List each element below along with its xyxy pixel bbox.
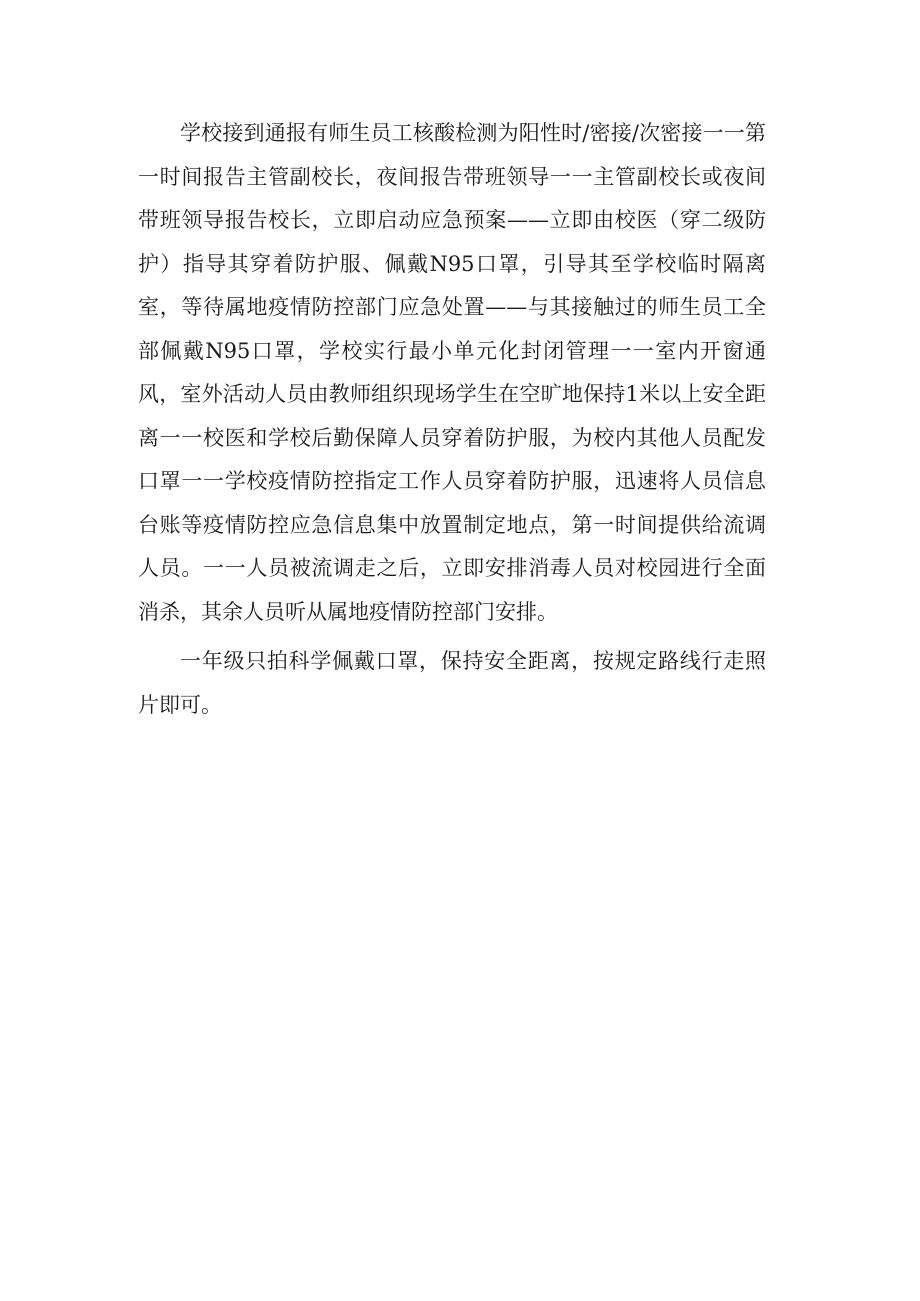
- paragraph-emergency-procedure: 学校接到通报有师生员工核酸检测为阳性时/密接/次密接一一第一时间报告主管副校长，夜间报告带班领导一一主管副校长或夜间带班领导报告校长，立即启动应急预案——立即由校医（穿二级防护）指导其穿着防护服、佩戴N95口罩，引导其至学校临时隔离室，等待属地疫情防控部门应急处置——与其接触过的师生员工全部佩戴N95口罩，学校实行最小单元化封闭管理一一室内开窗通风，室外活动人员由教师组织现场学生在空旷地保持1米以上安全距离一一校医和学校后勤保障人员穿着防护服，为校内其他人员配发口罩一一学校疫情防控指定工作人员穿着防护服，迅速将人员信息台账等疫情防控应急信息集中放置制定地点，第一时间提供给流调人员。一一人员被流调走之后，立即安排消毒人员对校园进行全面消杀，其余人员听从属地疫情防控部门安排。: [138, 121, 766, 624]
- document-body: [138, 112, 766, 727]
- paragraph-grade-one-photo-note: 一年级只拍科学佩戴口罩，保持安全距离，按规定路线行走照片即可。: [138, 649, 766, 717]
